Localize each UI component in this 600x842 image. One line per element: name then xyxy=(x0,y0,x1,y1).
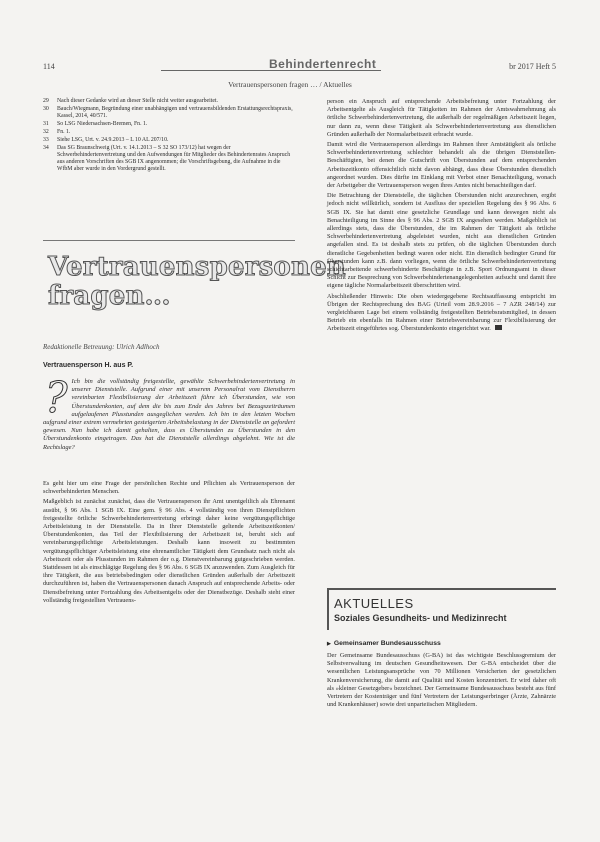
footnote: 31 So LSG Niedersachsen-Bremen, Fn. 1. xyxy=(43,121,148,127)
page-number: 114 xyxy=(43,62,55,71)
page-header xyxy=(43,57,556,74)
footnote: 32 Fn. 1. xyxy=(43,129,71,135)
issue-label: br 2017 Heft 5 xyxy=(509,62,556,71)
footnotes xyxy=(43,98,295,174)
aktuelles-label: AKTUELLES xyxy=(334,596,414,611)
footnote: 33 Siehe LSG, Urt. v. 24.9.2013 – L 10 AL 207/10. xyxy=(43,137,169,143)
answer-column xyxy=(43,480,295,607)
right-paragraph: person ein Anspruch auf entsprechende Arbeitsbefreiung unter Fortzahlung der Arbeitsentgelte als Ausgleich für Tätigkeiten im Rahmen der Amtswahrnehmung als örtliche Schwerbehindertenvertretung, die außerhalb der regelmäßigen Arbeitszeit liegen, nur dann zu, wenn diese Tätigkeit als Schwerbehindertenvertretung aus dienstlichen Gründen außerhalb der Normalarbeitszeit erbracht wurde. xyxy=(327,98,556,138)
question-mark-icon: ? xyxy=(45,373,68,422)
box-side-rule xyxy=(327,590,329,630)
answer-paragraph: Es geht hier um eine Frage der persönlichen Rechte und Pflichten als Vertrauensperson der schwerbehinderten Menschen. xyxy=(43,480,295,496)
aktuelles-box xyxy=(327,588,556,812)
editor-credit: Redaktionelle Betreuung: Ulrich Adlhoch xyxy=(43,343,160,351)
question-text: Ich bin die vollständig freigestellte, gewählte Schwerbehindertenvertretung in unserer Dienststelle. Aufgrund einer mit unserem Personalrat vom Dienstherrn vereinbarten Flexibilisierung der Arbeitszeit führe ich Überstunden, wie von Überstundenkonten, auf dem die bis zum Ende des Jahres bei Bezugszeiträumen aufgelaufenen Plusstunden ausgeglichen werden. Ich bin in den letzten Wochen aufgrund einer extrem vermehrten gesteigerten Arbeitsbelastung in der Dienststelle an gefordert gewesen. Nun habe ich damit gehalten, dass es Überstunden zu Überstunden in den Überstundenkonto eingetragen. Das hat die Dienststelle allerdings abgelehnt. Wie ist die Rechtslage? xyxy=(43,378,295,451)
footnote: 29 Nach dieser Gedanke wird an dieser Stelle nicht weiter ausgearbeitet. xyxy=(43,98,218,104)
footnote: 34 Das SG Braunschweig (Urt. v. 14.1.2013 – S 32 SO 173/12) hat wegen der Schwerbehindertenvertretung und den Aufwendungen für Mitglieder des Behindertenrates Anspruch aus anderen Vorschriften des SGB IX angenommen; die Vorschriftsgebung, die Aufnahme in die WfbM aber wurde in den Vordergrund gestellt. xyxy=(43,145,291,172)
question-title: Vertrauensperson H. aus P. xyxy=(43,362,134,369)
aktuelles-text: Der Gemeinsame Bundesausschuss (G-BA) ist das wichtigste Beschlussgremium der Selbstverwaltung im deutschen Gesundheitswesen. Der G-BA entscheidet über die wesentlichen Leistungsansprüche von 70 Millionen Versicherten der gesetzlichen Krankenversicherung, die damit auf Qualität und Kosten konzentriert. Er wird daher oft als »kleiner Gesetzgeber« bezeichnet. Der Gemeinsame Bundesausschuss besteht aus fünf Vertretern der Kostenträger und fünf Vertretern der Leistungserbringer (Ärzte, Zahnärzte und Krankenhäuser) sowie drei unparteiischen Mitgliedern. xyxy=(327,652,556,709)
banner-line-2: fragen… xyxy=(48,281,171,311)
footnote-divider xyxy=(43,240,295,241)
answer-paragraph: Maßgeblich ist zunächst zunächst, dass die Vertrauensperson ihr Amt unentgeltlich als Ehrenamt ausübt, § 96 Abs. 1 SGB IX. Eine gem. § 96 Abs. 4 vollständig von ihren Dienstpflichten freigestellte örtliche Schwerbehindertenvertretung erbringt daher keine vergütungspflichtige Arbeitsleistung in der Dienststelle. Da in Ihrer Dienststelle geltende Arbeitszeitkonten/Überstundenkonten, das Teil der Flexibilisierung der Arbeitszeit ist, beruht sich auf vereinbarungspflichtige Arbeitsleistungen. Deshalb kann insoweit zu bestimmten vergütungspflichtiger Arbeitsleistung eine ehrenamtlicher Tätigkeit dem Grundsatz nach nicht als Arbeitszeit oder als Plusstunden im Rahmen der o.g. Dienstvereinbarung gutgeschrieben werden. Stattdessen ist als einschlägige Regelung des § 96 Abs. 6 SGB IX anzuwenden. Zum Ausgleich für ihre Tätigkeit, die aus betriebsbedingten oder dienstlichen Gründen außerhalb der Arbeitszeit durchzuführen ist, haben die Vertrauenspersonen danach Anspruch auf entsprechende Arbeits- oder Dienstbefreiung unter Fortzahlung des Arbeitsentgelts oder der Dienstbezüge. Deshalb steht einer vollständig freigestellten Vertrauens- xyxy=(43,498,295,604)
footnote: 30 Bauch/Wiegmann, Begründung einer unabhängigen und vertrauensbildenden Erstattungsrechtspraxis, Kassel, 2014, 40/571. xyxy=(43,106,293,119)
banner-line-1: Vertrauenspersonen xyxy=(48,252,346,282)
aktuelles-subtitle: Soziales Gesundheits- und Medizinrecht xyxy=(334,613,507,623)
running-title: Vertrauenspersonen fragen … / Aktuelles xyxy=(228,80,352,89)
question-block xyxy=(43,373,295,452)
right-paragraph: Die Betrachtung der Dienststelle, die täglichen Überstunden nicht anzurechnen, ergibt jedoch nicht willkürlich, sondern ist Ausfluss der speziellen Regelung des § 96 Abs. 6 SGB IX. Sie hat damit eine gesetzliche Grundlage und kann deswegen nicht als Benachteiligung im Sinne des § 96 Abs. 2 SGB IX angesehen werden. Maßgeblich ist allerdings stets, dass die Überstunden, die im Rahmen der Tätigkeit als örtliche Schwerbehindertenvertretung abgeleistet wurden, nicht aus dienstlichen Gründen angefallen sind. Es ist deshalb stets zu prüfen, ob die täglichen Überstunden durch dienstliche Gegebenheiten bedingt waren oder nicht. Ein dienstlich bedingter Grund für Überstunden kann z.B. dann vorliegen, wenn die örtliche Schwerbehindertenvertretung schichtarbeitende schwerbehinderte Beschäftigte in z.B. Sport Ordnungsamt in dieser Schicht zur Besprechung von Schwerbehindertenangelegenheiten aufsucht und damit ihre eigene tägliche Normalarbeitszeit überschritten wird. xyxy=(327,192,556,290)
aktuelles-heading: ▶ Gemeinsamer Bundesausschuss xyxy=(327,640,441,647)
magazine-title: Behindertenrecht xyxy=(269,57,377,71)
end-mark-icon xyxy=(495,325,502,330)
right-column xyxy=(327,98,556,336)
right-paragraph: Abschließender Hinweis: Die oben wiedergegebene Rechtsauffassung entspricht im Übrigen der Rechtsprechung des BAG (Urteil vom 28.9.2016 – 7 AZR 248/14) zur vergleichbaren Lage bei einem vollständig freigestellten Betriebsratsmitglied, in dessen Betrieb ein ebenfalls im Rahmen einer Betriebsvereinbarung zur Flexibilisierung der Arbeitszeit eingeführtes sog. Überstundenkonto eingerichtet war. xyxy=(327,292,556,333)
section-banner xyxy=(48,252,346,315)
right-paragraph: Damit wird die Vertrauensperson allerdings im Rahmen ihrer Amtstätigkeit als örtliche Schwerbehindertenvertretung schlechter behandelt als die übrigen Dienststellen-Beschäftigten, bei denen die Gutschrift von Überstunden auf dem entsprechenden Arbeitszeitkonto offensichtlich nicht davon abhängt, dass diese Überstunden dienstlich angeordnet wurden. Dies dürfte im Einklang mit Verbot einer Benachteiligung, wonach der Arbeitgeber die Vertrauensperson wegen ihres Amtes nicht benachteiligen darf. xyxy=(327,141,556,190)
